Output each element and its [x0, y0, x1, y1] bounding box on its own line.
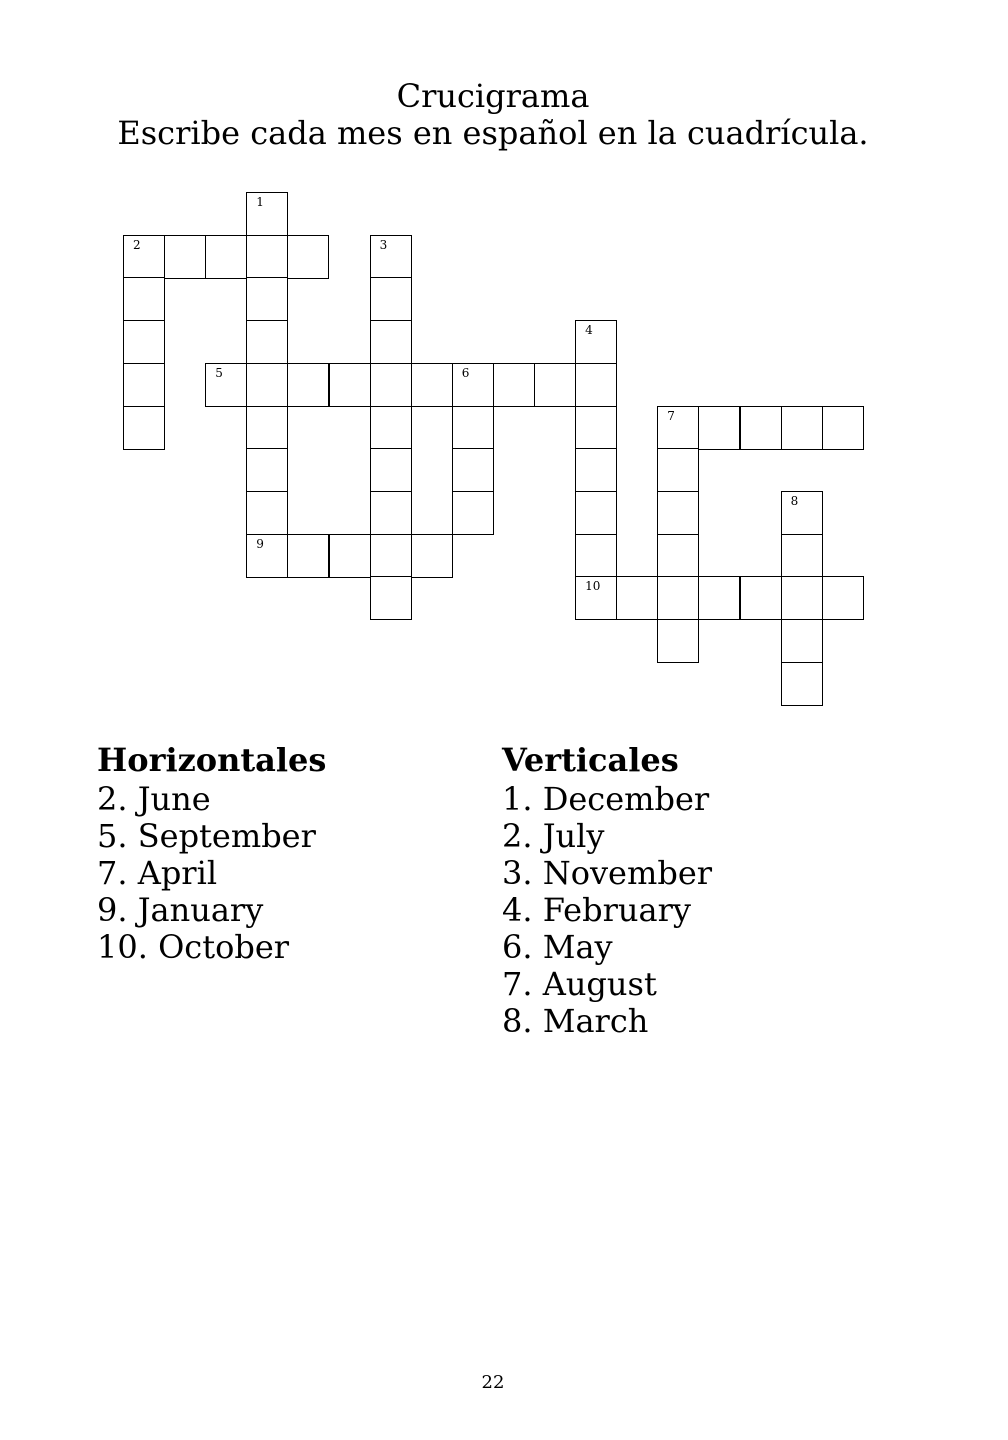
across-heading: Horizontales	[97, 741, 327, 779]
across-clue: 2. June	[97, 780, 211, 818]
clue-number: 3	[379, 237, 388, 252]
clue-number: 2	[133, 237, 141, 252]
down-clue: 6. May	[502, 928, 613, 966]
grid-cell[interactable]	[575, 576, 617, 620]
grid-cell[interactable]	[370, 320, 412, 364]
page-number: 22	[481, 1372, 505, 1393]
down-clues	[502, 742, 712, 1040]
grid-cell[interactable]	[493, 363, 535, 407]
grid-cell[interactable]	[205, 363, 247, 407]
grid-cell[interactable]	[452, 406, 494, 450]
clue-number: 1	[256, 195, 264, 209]
clue-number: 9	[256, 536, 264, 551]
grid-cell[interactable]	[287, 534, 329, 578]
down-clue: 7. August	[502, 965, 657, 1003]
grid-cell[interactable]	[123, 363, 165, 407]
grid-cell[interactable]	[781, 576, 823, 620]
grid-cell[interactable]	[329, 534, 371, 578]
across-clue: 9. January	[97, 891, 264, 929]
clue-number: 7	[667, 408, 675, 423]
grid-cell[interactable]	[246, 406, 288, 450]
down-clue: 2. July	[502, 817, 605, 855]
grid-cell[interactable]	[246, 363, 288, 407]
grid-cell[interactable]	[822, 576, 864, 620]
grid-cell[interactable]	[575, 363, 617, 407]
grid-cell[interactable]	[370, 534, 412, 578]
instruction-text: Escribe cada mes en español en la cuadrícula.	[117, 114, 869, 152]
clue-number: 6	[461, 365, 470, 380]
grid-cell[interactable]	[287, 363, 329, 407]
across-clue: 7. April	[97, 854, 218, 892]
grid-cell[interactable]	[575, 448, 617, 492]
grid-cell[interactable]	[452, 491, 494, 535]
grid-cell[interactable]	[370, 363, 412, 407]
grid-cell[interactable]	[781, 534, 823, 578]
grid-cell[interactable]	[575, 406, 617, 450]
grid-cell[interactable]	[616, 576, 658, 620]
grid-cell[interactable]	[698, 406, 740, 450]
grid-cell[interactable]	[411, 363, 453, 407]
grid-cell[interactable]	[246, 534, 288, 578]
clue-number: 4	[585, 323, 593, 338]
down-clue: 4. February	[502, 891, 691, 929]
grid-cell[interactable]	[287, 235, 329, 279]
grid-cell[interactable]	[164, 235, 206, 279]
grid-cell[interactable]	[781, 662, 823, 706]
grid-cell[interactable]	[246, 235, 288, 279]
grid-cell[interactable]	[329, 363, 371, 407]
grid-cell[interactable]	[698, 576, 740, 620]
grid-cell[interactable]	[246, 491, 288, 535]
grid-cell[interactable]	[370, 448, 412, 492]
grid-cell[interactable]	[370, 235, 412, 279]
grid-cell[interactable]	[123, 320, 165, 364]
grid-cell[interactable]	[575, 491, 617, 535]
grid-cell[interactable]	[657, 448, 699, 492]
grid-cell[interactable]	[657, 576, 699, 620]
clue-number: 10	[585, 579, 601, 594]
across-clue: 10. October	[97, 928, 290, 966]
grid-cell[interactable]	[370, 576, 412, 620]
grid-cell[interactable]	[370, 406, 412, 450]
clue-number: 5	[215, 365, 223, 380]
grid-cell[interactable]	[657, 406, 699, 450]
grid-cell[interactable]	[452, 448, 494, 492]
grid-cell[interactable]	[575, 320, 617, 364]
clue-number: 8	[790, 493, 799, 508]
grid-cell[interactable]	[740, 576, 782, 620]
grid-cell[interactable]	[246, 448, 288, 492]
grid-cell[interactable]	[370, 491, 412, 535]
grid-cell[interactable]	[123, 277, 165, 321]
grid-cell[interactable]	[452, 363, 494, 407]
grid-cell[interactable]	[740, 406, 782, 450]
down-clue: 1. December	[502, 780, 710, 818]
grid-cell[interactable]	[822, 406, 864, 450]
grid-cell[interactable]	[534, 363, 576, 407]
grid-cell[interactable]	[657, 619, 699, 663]
down-clue: 8. March	[502, 1002, 649, 1040]
grid-cell[interactable]	[123, 235, 165, 279]
down-heading: Verticales	[502, 741, 679, 779]
grid-cell[interactable]	[411, 534, 453, 578]
page-title: Crucigrama	[396, 77, 590, 115]
grid-cell[interactable]	[575, 534, 617, 578]
grid-cell[interactable]	[781, 406, 823, 450]
grid-cell[interactable]	[657, 491, 699, 535]
across-clue: 5. September	[97, 817, 316, 855]
grid-cell[interactable]	[781, 491, 823, 535]
down-clue: 3. November	[502, 854, 713, 892]
across-clues	[97, 742, 326, 966]
grid-cell[interactable]	[781, 619, 823, 663]
grid-cell[interactable]	[205, 235, 247, 279]
grid-cell[interactable]	[123, 406, 165, 450]
grid-cell[interactable]	[246, 192, 288, 236]
grid-cell[interactable]	[246, 277, 288, 321]
grid-cell[interactable]	[246, 320, 288, 364]
grid-cell[interactable]	[370, 277, 412, 321]
grid-cell[interactable]	[657, 534, 699, 578]
